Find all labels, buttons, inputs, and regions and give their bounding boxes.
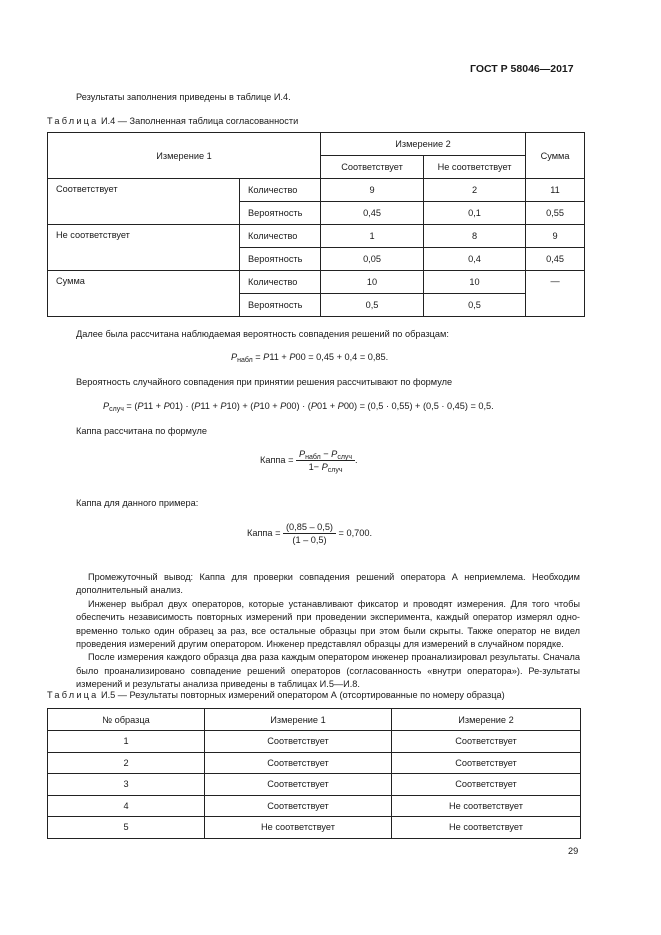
header-measurement-2: Измерение 2 [321, 133, 526, 156]
repeat-measurements-table [47, 708, 581, 839]
row-label: Не соответствует [48, 225, 240, 271]
table-cell: 8 [424, 225, 526, 248]
table-cell: Не соответствует [205, 817, 392, 839]
table-cell: 9 [526, 225, 585, 248]
table4-caption [47, 116, 298, 126]
table-cell: 4 [48, 795, 205, 817]
row-kind: Вероятность [240, 202, 321, 225]
table-cell: 0,1 [424, 202, 526, 225]
table-cell: Соответствует [205, 795, 392, 817]
body-paragraphs [76, 571, 580, 692]
table-cell: 0,45 [526, 248, 585, 271]
table4-caption-prefix: Таблица [47, 116, 99, 126]
formula-observed: $P_{набл} = P11 + P00 = 0,45 + 0,4 = 0,85$. [231, 352, 389, 364]
table-cell: 0,5 [424, 294, 526, 317]
table-cell: 0,05 [321, 248, 424, 271]
row-kind: Количество [240, 271, 321, 294]
table-row [48, 752, 581, 774]
table-cell: Соответствует [392, 774, 581, 796]
row-kind: Вероятность [240, 248, 321, 271]
row-kind: Количество [240, 225, 321, 248]
table-cell: 0,55 [526, 202, 585, 225]
text-kappa-example: Каппа для данного примера: [76, 498, 199, 508]
document-header: ГОСТ Р 58046—2017 [470, 63, 574, 75]
table-cell: Соответствует [392, 752, 581, 774]
table-cell: Соответствует [205, 752, 392, 774]
formula-random: $P_{случ} = (P11 + P01) \cdot (P11 + P10) + (P10 + P00) \cdot (P01 + P00) = (0,5 \cdot 0,55) + (0,5 \cdot 0,45) = 0,5$. [103, 401, 494, 413]
header-sample-number: № образца [48, 709, 205, 731]
row-kind: Вероятность [240, 294, 321, 317]
table-cell: 3 [48, 774, 205, 796]
table-row [48, 225, 585, 248]
table-cell: 0,5 [321, 294, 424, 317]
table-row [48, 817, 581, 839]
table-cell: Не соответствует [392, 795, 581, 817]
table5-caption-prefix: Таблица [47, 690, 99, 700]
table5-caption-text: И.5 — Результаты повторных измерений оператором А (отсортированные по номеру образца) [98, 690, 505, 700]
table-cell: Соответствует [392, 731, 581, 753]
header-sum: Сумма [526, 133, 585, 179]
table4-caption-text: И.4 — Заполненная таблица согласованности [98, 116, 299, 126]
table-cell: 1 [321, 225, 424, 248]
table-cell: 2 [424, 179, 526, 202]
text-kappa-formula: Каппа рассчитана по формуле [76, 426, 207, 436]
intro-text: Результаты заполнения приведены в таблице И.4. [76, 92, 291, 102]
table-cell: Соответствует [205, 774, 392, 796]
header-measurement-2: Измерение 2 [392, 709, 581, 731]
header-no-match: Не соответствует [424, 156, 526, 179]
row-label: Соответствует [48, 179, 240, 225]
table-cell: 0,45 [321, 202, 424, 225]
table-cell: 9 [321, 179, 424, 202]
text-random-probability: Вероятность случайного совпадения при принятии решения рассчитывают по формуле [76, 377, 453, 387]
concordance-table [47, 132, 585, 317]
table-cell: 10 [424, 271, 526, 294]
header-measurement-1: Измерение 1 [48, 133, 321, 179]
row-kind: Количество [240, 179, 321, 202]
table-row [48, 731, 581, 753]
row-label: Сумма [48, 271, 240, 317]
table5-caption [47, 690, 505, 700]
page-number: 29 [568, 846, 579, 856]
table-cell: 11 [526, 179, 585, 202]
header-match: Соответствует [321, 156, 424, 179]
table-row [48, 179, 585, 202]
table-row [48, 271, 585, 294]
header-measurement-1: Измерение 1 [205, 709, 392, 731]
table-cell: 2 [48, 752, 205, 774]
table-cell: 10 [321, 271, 424, 294]
kappa-fraction: $\frac{P_{набл} - P_{случ}}{1- P_{случ}}$ [296, 449, 355, 472]
table-cell: Не соответствует [392, 817, 581, 839]
text-observed-probability: Далее была рассчитана наблюдаемая вероятность совпадения решений по образцам: [76, 329, 449, 339]
table-row [48, 774, 581, 796]
formula-kappa: Каппа = $\frac{P_{набл} - P_{случ}}{1- P_{случ}}$ . [260, 449, 358, 474]
paragraph: Инженер выбрал двух операторов, которые устанавливают фиксатор и проводят измерения. Для того чтобы обеспечить независимость повторных измерений при проведении эксперимента, каждый оператор измерял одно-временно только один образец за раз, все остальные образцы при этом были скрыты. Также оператор не видел проведения измерений другим оператором. Инженер представлял образцы для измерений в случайном порядке. [76, 598, 580, 650]
paragraph: После измерения каждого образца два раза каждым оператором инженер проанализировал результаты. Сначала было проанализировано совпадение решений операторов (согласованность «внутри оператора»). Ре-зультаты измерений и результаты анализа приведены в таблицах И.5—И.8. [76, 652, 580, 690]
table-cell: 0,4 [424, 248, 526, 271]
table-cell: Соответствует [205, 731, 392, 753]
paragraph: Промежуточный вывод: Каппа для проверки совпадения решений оператора А неприемлема. Необходим дополнительный анализ. [76, 572, 580, 596]
table-cell: 1 [48, 731, 205, 753]
table-row [48, 795, 581, 817]
table-cell: 5 [48, 817, 205, 839]
table-cell: — [526, 271, 585, 317]
formula-kappa-example: Каппа = $\frac{(0,85 - 0,5)}{(1 - 0,5)}$ = 0,700. [247, 522, 373, 545]
